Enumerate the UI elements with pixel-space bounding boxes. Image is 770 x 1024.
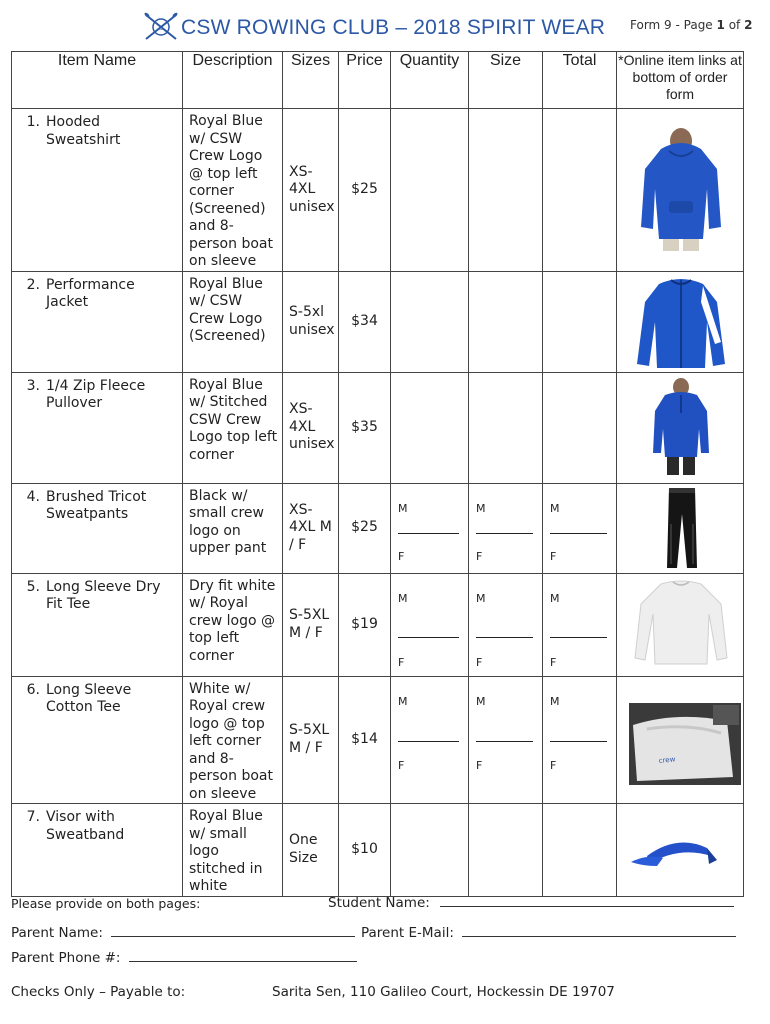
parent-name-field[interactable] bbox=[11, 924, 355, 941]
size-field[interactable] bbox=[469, 271, 543, 372]
item-sizes: S-5XL M / F bbox=[283, 573, 339, 676]
item-description: Dry fit white w/ Royal crew logo @ top left corner bbox=[183, 573, 283, 676]
item-number: 2. bbox=[26, 276, 40, 293]
item-price: $14 bbox=[339, 676, 391, 804]
quantity-field[interactable] bbox=[391, 271, 469, 372]
svg-text:S: S bbox=[159, 25, 163, 32]
male-label: M bbox=[398, 591, 408, 605]
white-tee-image bbox=[617, 574, 744, 676]
item-number: 1. bbox=[26, 114, 40, 130]
male-entry-line[interactable] bbox=[550, 637, 607, 638]
cotton-tee-photo bbox=[617, 677, 744, 798]
item-price: $25 bbox=[339, 109, 391, 272]
hoodie-image bbox=[617, 109, 744, 265]
female-label: F bbox=[476, 655, 483, 669]
item-name: Long Sleeve Cotton Tee bbox=[46, 681, 132, 715]
item-name-cell bbox=[12, 372, 183, 483]
male-entry-line[interactable] bbox=[398, 533, 459, 534]
header-quantity: Quantity bbox=[391, 52, 469, 109]
payee-address: Sarita Sen, 110 Galileo Court, Hockessin DE 19707 bbox=[272, 984, 615, 1000]
male-entry-line[interactable] bbox=[476, 533, 533, 534]
item-image-cell bbox=[617, 271, 744, 372]
quantity-field[interactable] bbox=[391, 573, 469, 676]
item-name: Brushed Tricot Sweatpants bbox=[46, 488, 147, 522]
male-entry-line[interactable] bbox=[398, 741, 459, 742]
order-footer bbox=[0, 880, 770, 1024]
item-image-cell bbox=[617, 676, 744, 804]
quantity-field[interactable] bbox=[391, 676, 469, 804]
male-label: M bbox=[398, 694, 408, 708]
page-current: 1 bbox=[716, 18, 725, 32]
size-field[interactable] bbox=[469, 372, 543, 483]
header-online-note: *Online item links at bottom of order form bbox=[617, 52, 744, 109]
item-price: $19 bbox=[339, 573, 391, 676]
item-number: 7. bbox=[26, 809, 40, 825]
item-name-cell bbox=[12, 676, 183, 804]
item-description: Black w/ small crew logo on upper pant bbox=[183, 483, 283, 573]
male-entry-line[interactable] bbox=[550, 533, 607, 534]
parent-email-field[interactable] bbox=[361, 924, 736, 941]
size-field[interactable] bbox=[469, 109, 543, 272]
item-name-cell bbox=[12, 573, 183, 676]
item-sizes: S-5xl unisex bbox=[283, 271, 339, 372]
item-image-cell bbox=[617, 573, 744, 676]
item-image-cell bbox=[617, 372, 744, 483]
table-header-row bbox=[12, 52, 744, 109]
page-header bbox=[0, 0, 770, 52]
male-entry-line[interactable] bbox=[476, 637, 533, 638]
item-price: $10 bbox=[339, 804, 391, 897]
fleece-image bbox=[617, 373, 744, 483]
item-name: Performance Jacket bbox=[46, 276, 135, 310]
item-name-cell bbox=[12, 483, 183, 573]
item-name: Long Sleeve Dry Fit Tee bbox=[46, 578, 161, 612]
quantity-field[interactable] bbox=[391, 483, 469, 573]
female-label: F bbox=[398, 655, 405, 669]
item-name: 1/4 Zip Fleece Pullover bbox=[46, 377, 146, 411]
male-entry-line[interactable] bbox=[476, 741, 533, 742]
table-row bbox=[12, 271, 744, 372]
item-price: $34 bbox=[339, 271, 391, 372]
total-field[interactable] bbox=[543, 573, 617, 676]
size-field[interactable] bbox=[469, 483, 543, 573]
male-label: M bbox=[398, 501, 408, 515]
male-entry-line[interactable] bbox=[550, 741, 607, 742]
table-row bbox=[12, 573, 744, 676]
parent-name-label: Parent Name: bbox=[11, 925, 103, 941]
form-page-indicator bbox=[630, 18, 752, 32]
female-label: F bbox=[398, 758, 405, 772]
jacket-image bbox=[617, 272, 744, 372]
header-sizes: Sizes bbox=[283, 52, 339, 109]
total-field[interactable] bbox=[543, 109, 617, 272]
student-name-label: Student Name: bbox=[328, 895, 430, 911]
parent-email-label: Parent E-Mail: bbox=[361, 925, 454, 941]
item-description: White w/ Royal crew logo @ top left corner and 8-person boat on sleeve bbox=[183, 676, 283, 804]
total-field[interactable] bbox=[543, 372, 617, 483]
item-description: Royal Blue w/ CSW Crew Logo @ top left corner (Screened) and 8-person boat on sleeve bbox=[183, 109, 283, 272]
parent-phone-label: Parent Phone #: bbox=[11, 950, 121, 966]
item-sizes: XS-4XL M / F bbox=[283, 483, 339, 573]
header-item-name: Item Name bbox=[12, 52, 183, 109]
item-sizes: One Size bbox=[283, 804, 339, 897]
form-label: Form 9 - Page bbox=[630, 18, 713, 32]
male-label: M bbox=[476, 694, 486, 708]
male-label: M bbox=[476, 591, 486, 605]
item-description: Royal Blue w/ Stitched CSW Crew Logo top left corner bbox=[183, 372, 283, 483]
page-of: of bbox=[728, 18, 741, 32]
female-label: F bbox=[550, 549, 557, 563]
page-total: 2 bbox=[744, 18, 753, 32]
female-label: F bbox=[476, 549, 483, 563]
male-label: M bbox=[550, 694, 560, 708]
item-sizes: S-5XL M / F bbox=[283, 676, 339, 804]
female-label: F bbox=[550, 655, 557, 669]
total-field[interactable] bbox=[543, 483, 617, 573]
item-image-cell bbox=[617, 483, 744, 573]
size-field[interactable] bbox=[469, 676, 543, 804]
header-total: Total bbox=[543, 52, 617, 109]
male-label: M bbox=[550, 591, 560, 605]
page-title: CSW ROWING CLUB – 2018 SPIRIT WEAR bbox=[181, 16, 606, 39]
male-label: M bbox=[550, 501, 560, 515]
item-description: Royal Blue w/ CSW Crew Logo (Screened) bbox=[183, 271, 283, 372]
item-name: Visor with Sweatband bbox=[46, 809, 125, 843]
item-number: 3. bbox=[26, 377, 40, 394]
header-price: Price bbox=[339, 52, 391, 109]
male-entry-line[interactable] bbox=[398, 637, 459, 638]
parent-phone-field[interactable] bbox=[11, 949, 357, 966]
checks-label: Checks Only – Payable to: bbox=[11, 984, 186, 1000]
table-row bbox=[12, 676, 744, 804]
item-image-cell bbox=[617, 109, 744, 272]
sweatpants-image bbox=[617, 484, 744, 573]
total-field[interactable] bbox=[543, 271, 617, 372]
item-name-cell bbox=[12, 271, 183, 372]
rowing-club-logo bbox=[143, 10, 179, 44]
table-row bbox=[12, 109, 744, 272]
provide-note: Please provide on both pages: bbox=[11, 896, 201, 911]
item-name: Hooded Sweatshirt bbox=[46, 114, 121, 148]
item-number: 6. bbox=[26, 681, 40, 698]
male-label: M bbox=[476, 501, 486, 515]
header-description: Description bbox=[183, 52, 283, 109]
size-field[interactable] bbox=[469, 573, 543, 676]
item-description: Royal Blue w/ small logo stitched in white bbox=[183, 804, 283, 897]
header-size: Size bbox=[469, 52, 543, 109]
table-row bbox=[12, 372, 744, 483]
total-field[interactable] bbox=[543, 676, 617, 804]
visor-image bbox=[617, 804, 744, 891]
svg-text:crew: crew bbox=[658, 754, 676, 765]
item-number: 4. bbox=[26, 488, 40, 505]
female-label: F bbox=[476, 758, 483, 772]
item-name-cell bbox=[12, 109, 183, 272]
item-sizes: XS-4XL unisex bbox=[283, 109, 339, 272]
order-table bbox=[11, 51, 744, 897]
item-number: 5. bbox=[26, 578, 40, 595]
female-label: F bbox=[550, 758, 557, 772]
item-price: $25 bbox=[339, 483, 391, 573]
quantity-field[interactable] bbox=[391, 372, 469, 483]
table-row bbox=[12, 483, 744, 573]
item-price: $35 bbox=[339, 372, 391, 483]
female-label: F bbox=[398, 549, 405, 563]
item-sizes: XS-4XL unisex bbox=[283, 372, 339, 483]
student-name-field[interactable] bbox=[328, 894, 734, 911]
quantity-field[interactable] bbox=[391, 109, 469, 272]
